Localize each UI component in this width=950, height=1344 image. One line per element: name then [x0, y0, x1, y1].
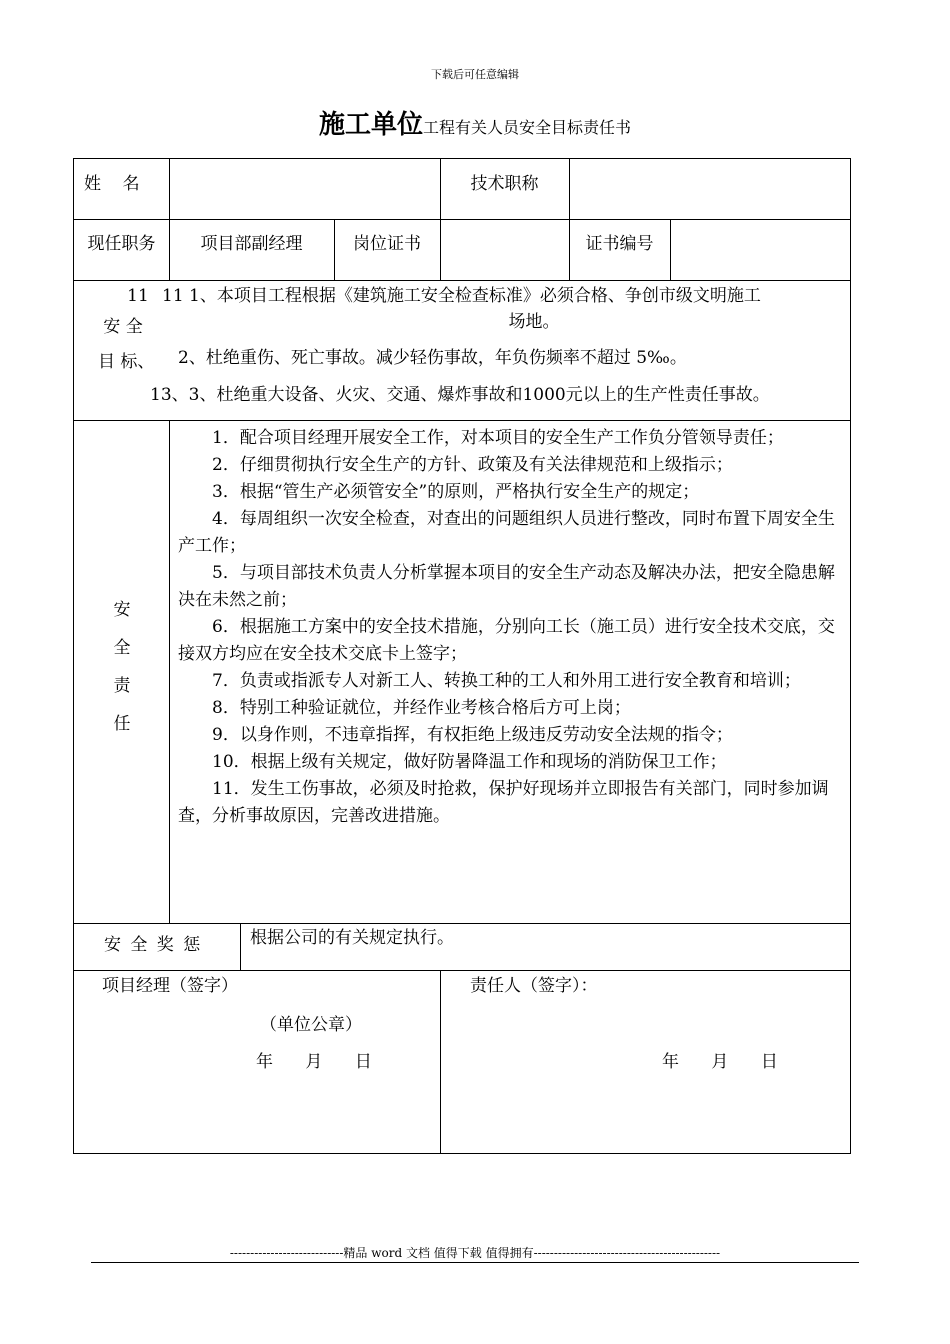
- resp-label-char-2: 全: [113, 638, 131, 658]
- person-signature-label: 责任人（签字）：: [470, 976, 598, 996]
- title-label: 技术职称: [470, 174, 539, 194]
- resp-label-char-3: 责: [113, 676, 131, 696]
- reward-label: 安 全 奖 惩: [104, 935, 203, 955]
- certno-label: 证书编号: [585, 234, 654, 254]
- date-left: 年 月 日: [256, 1052, 372, 1072]
- cert-label: 岗位证书: [353, 234, 421, 254]
- goal-item-1-cont: 场地。: [508, 312, 560, 332]
- resp-item: 2．仔细贯彻执行安全生产的方针、政策及有关法律规范和上级指示；: [212, 455, 733, 475]
- rule-row2: [74, 280, 850, 281]
- vrule-e: [440, 219, 441, 280]
- header-note: 下载后可任意编辑: [431, 68, 519, 81]
- name-label: 姓 名: [84, 174, 140, 194]
- vrule-c: [569, 159, 570, 220]
- page-title: [0, 104, 950, 141]
- title-rest: 工程有关人员安全目标责任书: [423, 118, 632, 137]
- manager-signature-label: 项目经理（签字）: [102, 976, 238, 996]
- vrule-sign: [440, 970, 441, 1154]
- responsibility-form: [73, 158, 851, 1154]
- reward-value: 根据公司的有关规定执行。: [250, 928, 454, 948]
- position-label: 现任职务: [87, 234, 156, 254]
- resp-item: 1．配合项目经理开展安全工作，对本项目的安全生产工作负分管领导责任；: [212, 428, 784, 448]
- footer-rule: [91, 1262, 859, 1263]
- resp-item: 9．以身作则，不违章指挥，有权拒绝上级违反劳动安全法规的指令；: [212, 725, 733, 745]
- goal-item-2: 2、杜绝重伤、死亡事故。减少轻伤事故，年负伤频率不超过 5‰。: [178, 348, 687, 368]
- resp-item: 4．每周组织一次安全检查，对查出的问题组织人员进行整改，同时布置下周安全生产工作；: [178, 509, 835, 556]
- resp-item: 11．发生工伤事故，必须及时抢救，保护好现场并立即报告有关部门，同时参加调查，分析事故原因，完善改进措施。: [178, 779, 829, 826]
- vrule-g: [670, 219, 671, 280]
- goals-label-line-3: 目 标、: [98, 352, 155, 372]
- rule-reward: [74, 970, 850, 971]
- rule-row1: [74, 219, 850, 220]
- vrule-resp: [169, 420, 170, 924]
- rule-goals: [74, 420, 850, 421]
- vrule-reward: [240, 923, 241, 971]
- resp-item: 5．与项目部技术负责人分析掌握本项目的安全生产动态及解决办法，把安全隐患解决在未然之前；: [178, 563, 835, 610]
- title-main: 施工单位: [318, 110, 423, 140]
- rule-resp: [74, 923, 850, 924]
- resp-list: [178, 425, 846, 830]
- resp-item: 10．根据上级有关规定，做好防暑降温工作和现场的消防保卫工作；: [212, 752, 727, 772]
- company-seal-label: （单位公章）: [260, 1015, 362, 1035]
- resp-item: 6．根据施工方案中的安全技术措施，分别向工长（施工员）进行安全技术交底，交接双方均应在安全技术交底卡上签字；: [178, 617, 835, 664]
- resp-item: 7．负责或指派专人对新工人、转换工种的工人和外用工进行安全教育和培训；: [212, 671, 801, 691]
- resp-label-char-4: 任: [113, 714, 131, 734]
- goals-label-line-2: 安 全: [103, 317, 143, 337]
- goal-item-1: 11 1、本项目工程根据《建筑施工安全检查标准》必须合格、争创市级文明施工: [162, 286, 761, 306]
- footer-note: ----------------------------精品 word 文档 值得下载 值得拥有----------------------------------------------: [229, 1246, 721, 1260]
- resp-item: 8．特别工种验证就位，并经作业考核合格后方可上岗；: [212, 698, 631, 718]
- goals-label-line-1: 11: [127, 286, 149, 306]
- position-value[interactable]: 项目部副经理: [200, 234, 303, 254]
- resp-label-char-1: 安: [113, 600, 131, 620]
- goal-item-3: 13、3、杜绝重大设备、火灾、交通、爆炸事故和1000元以上的生产性责任事故。: [150, 385, 770, 405]
- resp-item: 3．根据“管生产必须管安全”的原则，严格执行安全生产的规定；: [212, 482, 700, 502]
- date-right: 年 月 日: [662, 1052, 778, 1072]
- vrule-a: [169, 159, 170, 280]
